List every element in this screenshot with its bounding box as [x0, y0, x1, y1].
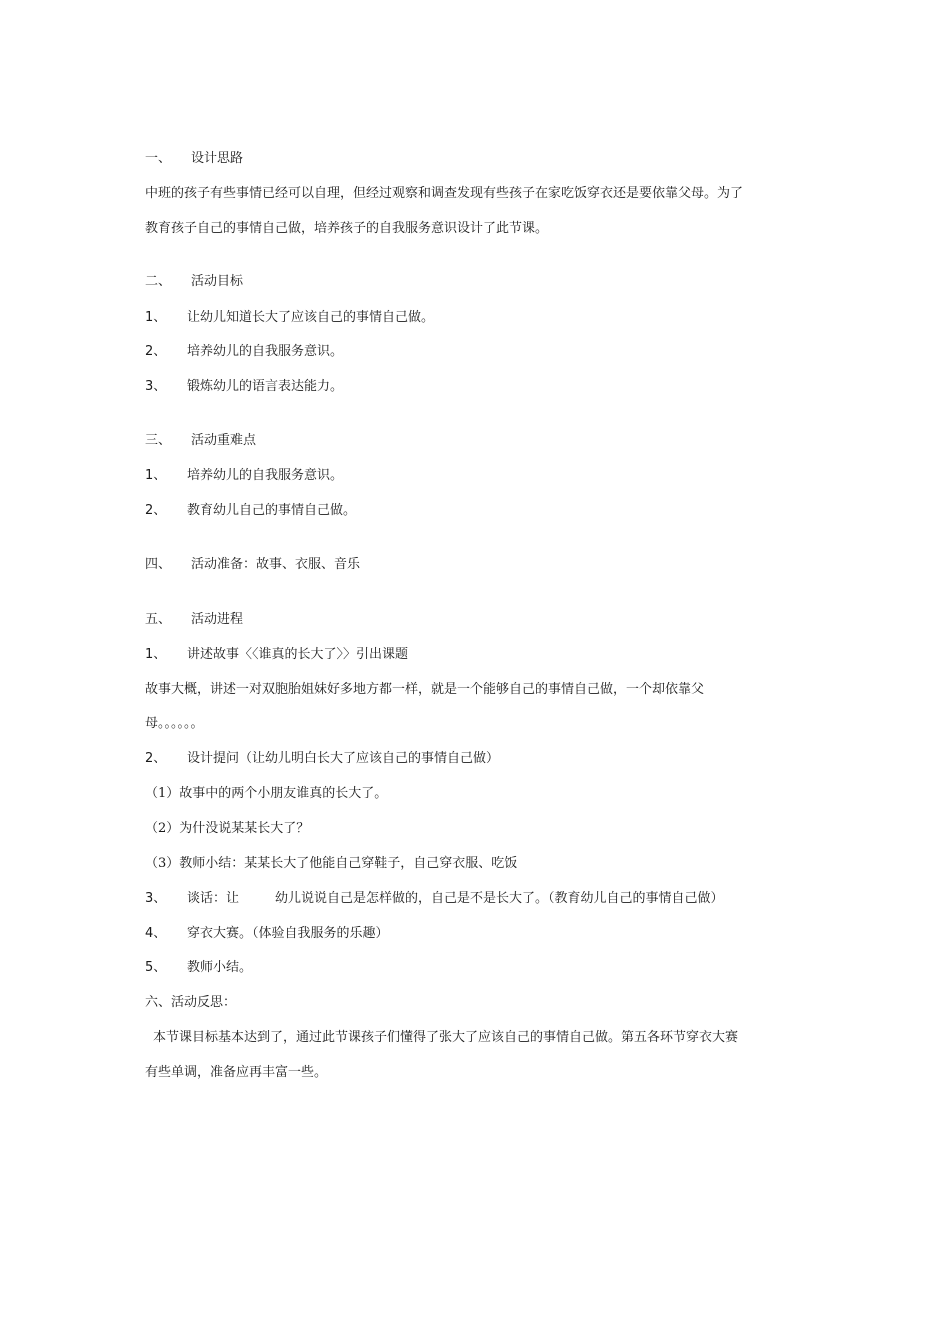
item-number: 5、	[145, 960, 167, 975]
item-text: 培养幼儿的自我服务意识。	[187, 344, 344, 359]
item-text: 讲述故事〈〈谁真的长大了〉〉引出课题	[187, 647, 409, 662]
item-number: 3、	[145, 891, 167, 906]
section-3-item-2	[145, 503, 356, 519]
question-2: （2）为什没说某某长大了？	[145, 821, 310, 836]
section-2-item-3	[145, 379, 343, 395]
item-text-a: 谈话：让	[187, 891, 240, 906]
section-5-item-2	[145, 751, 499, 767]
section-5-item-4	[145, 926, 389, 942]
section-3-title: 活动重难点	[191, 433, 257, 448]
section-1-number: 一、	[145, 151, 172, 166]
section-4-heading	[145, 557, 360, 573]
reflection-line-2: 有些单调，准备应再丰富一些。	[145, 1065, 328, 1080]
item-text: 穿衣大赛。（体验自我服务的乐趣）	[187, 926, 389, 941]
question-1: （1）故事中的两个小朋友谁真的长大了。	[145, 786, 388, 801]
story-summary-line-1: 故事大概，讲述一对双胞胎姐妹好多地方都一样，就是一个能够自己的事情自己做，一个却依靠父	[145, 682, 705, 697]
section-5-item-5	[145, 960, 252, 976]
item-number: 1、	[145, 647, 167, 662]
item-number: 4、	[145, 926, 167, 941]
section-2-number: 二、	[145, 274, 172, 289]
item-number: 1、	[145, 468, 167, 483]
question-3: （3）教师小结：某某长大了他能自己穿鞋子，自己穿衣服、吃饭	[145, 856, 518, 871]
item-number: 1、	[145, 310, 167, 325]
section-5-item-1	[145, 647, 408, 663]
item-text: 锻炼幼儿的语言表达能力。	[187, 379, 344, 394]
section-3-item-1	[145, 468, 343, 484]
section-2-item-1	[145, 310, 434, 326]
section-5-number: 五、	[145, 612, 172, 627]
section-5-item-3	[145, 891, 724, 907]
item-text: 教育幼儿自己的事情自己做。	[187, 503, 357, 518]
item-number: 2、	[145, 344, 167, 359]
section-1-heading	[145, 151, 243, 167]
item-number: 2、	[145, 751, 167, 766]
item-number: 2、	[145, 503, 167, 518]
section-2-item-2	[145, 344, 343, 360]
item-text: 设计提问（让幼儿明白长大了应该自己的事情自己做）	[187, 751, 500, 766]
item-number: 3、	[145, 379, 167, 394]
section-2-heading	[145, 274, 243, 290]
section-3-number: 三、	[145, 433, 172, 448]
section-5-title: 活动进程	[191, 612, 244, 627]
section-6-heading: 六、活动反思：	[145, 995, 237, 1010]
story-summary-line-2: 母。。。。。。	[145, 716, 204, 731]
section-2-title: 活动目标	[191, 274, 244, 289]
item-text-b: 幼儿说说自己是怎样做的，自己是不是长大了。（教育幼儿自己的事情自己做）	[275, 891, 724, 906]
item-text: 让幼儿知道长大了应该自己的事情自己做。	[187, 310, 435, 325]
section-5-heading	[145, 612, 243, 628]
section-1-title: 设计思路	[191, 151, 244, 166]
section-4-number: 四、	[145, 557, 172, 572]
section-3-heading	[145, 433, 256, 449]
item-text: 教师小结。	[187, 960, 253, 975]
section-1-paragraph-line-1: 中班的孩子有些事情已经可以自理，但经过观察和调查发现有些孩子在家吃饭穿衣还是要依靠父母。为了	[145, 186, 744, 201]
item-text: 培养幼儿的自我服务意识。	[187, 468, 344, 483]
reflection-line-1: 本节课目标基本达到了，通过此节课孩子们懂得了张大了应该自己的事情自己做。第五各环节穿衣大赛	[153, 1030, 739, 1045]
section-1-paragraph-line-2: 教育孩子自己的事情自己做，培养孩子的自我服务意识设计了此节课。	[145, 221, 549, 236]
section-4-title: 活动准备：故事、衣服、音乐	[191, 557, 361, 572]
